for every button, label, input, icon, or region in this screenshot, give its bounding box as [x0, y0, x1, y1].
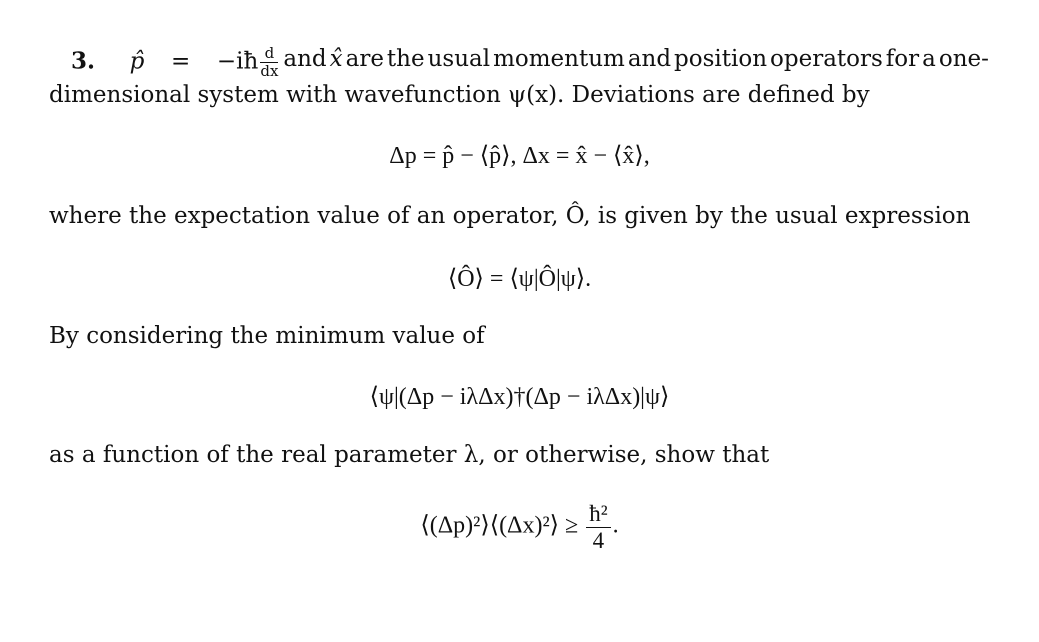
- line-1-word: momentum: [493, 46, 625, 72]
- problem-line-1: [49, 46, 989, 79]
- minus-i-hbar: −iħ: [216, 48, 259, 75]
- line-1-word: a: [922, 46, 936, 72]
- uncertainty-lhs: ⟨(Δp)²⟩⟨(Δx)²⟩ ≥: [420, 512, 579, 539]
- minimum-value-expression: ⟨ψ|(Δp − iλΔx)†(Δp − iλΔx)|ψ⟩: [369, 384, 670, 410]
- line-1-word: for: [885, 46, 920, 72]
- problem-line-5: as a function of the real parameter λ, or otherwise, show that: [49, 442, 770, 468]
- problem-line-3: where the expectation value of an operator, Ô, is given by the usual expression: [49, 203, 971, 229]
- problem-line-4: By considering the minimum value of: [49, 323, 485, 349]
- line-1-word: the: [386, 46, 425, 72]
- line-1-word: operators: [770, 46, 883, 72]
- momentum-operator: p̂: [129, 48, 145, 75]
- uncertainty-relation-equation: [0, 502, 1039, 552]
- line-1-lead: [49, 46, 280, 79]
- derivative-fraction: [260, 46, 278, 79]
- position-operator: x̂: [329, 46, 343, 72]
- line-1-word: one-: [938, 46, 989, 72]
- fraction-numerator: ħ²: [586, 502, 610, 528]
- equals-sign: =: [171, 48, 191, 75]
- hbar-squared-over-4-fraction: [586, 502, 610, 552]
- derivative-numerator: d: [260, 46, 278, 63]
- expectation-value-equation: ⟨Ô⟩ = ⟨ψ|Ô|ψ⟩.: [447, 266, 592, 292]
- deviation-definitions-equation: Δp = p̂ − ⟨p̂⟩, Δx = x̂ − ⟨x̂⟩,: [389, 143, 650, 169]
- line-1-word: position: [674, 46, 768, 72]
- line-1-word: are: [345, 46, 384, 72]
- line-1-word: and: [283, 46, 327, 72]
- problem-number: 3.: [71, 47, 96, 75]
- line-1-word: and: [627, 46, 672, 72]
- fraction-denominator: 4: [592, 528, 605, 553]
- problem-line-2: dimensional system with wavefunction ψ(x). Deviations are defined by: [49, 82, 870, 108]
- line-1-word: usual: [427, 46, 491, 72]
- derivative-denominator: dx: [260, 62, 279, 80]
- equation-period: .: [612, 512, 619, 539]
